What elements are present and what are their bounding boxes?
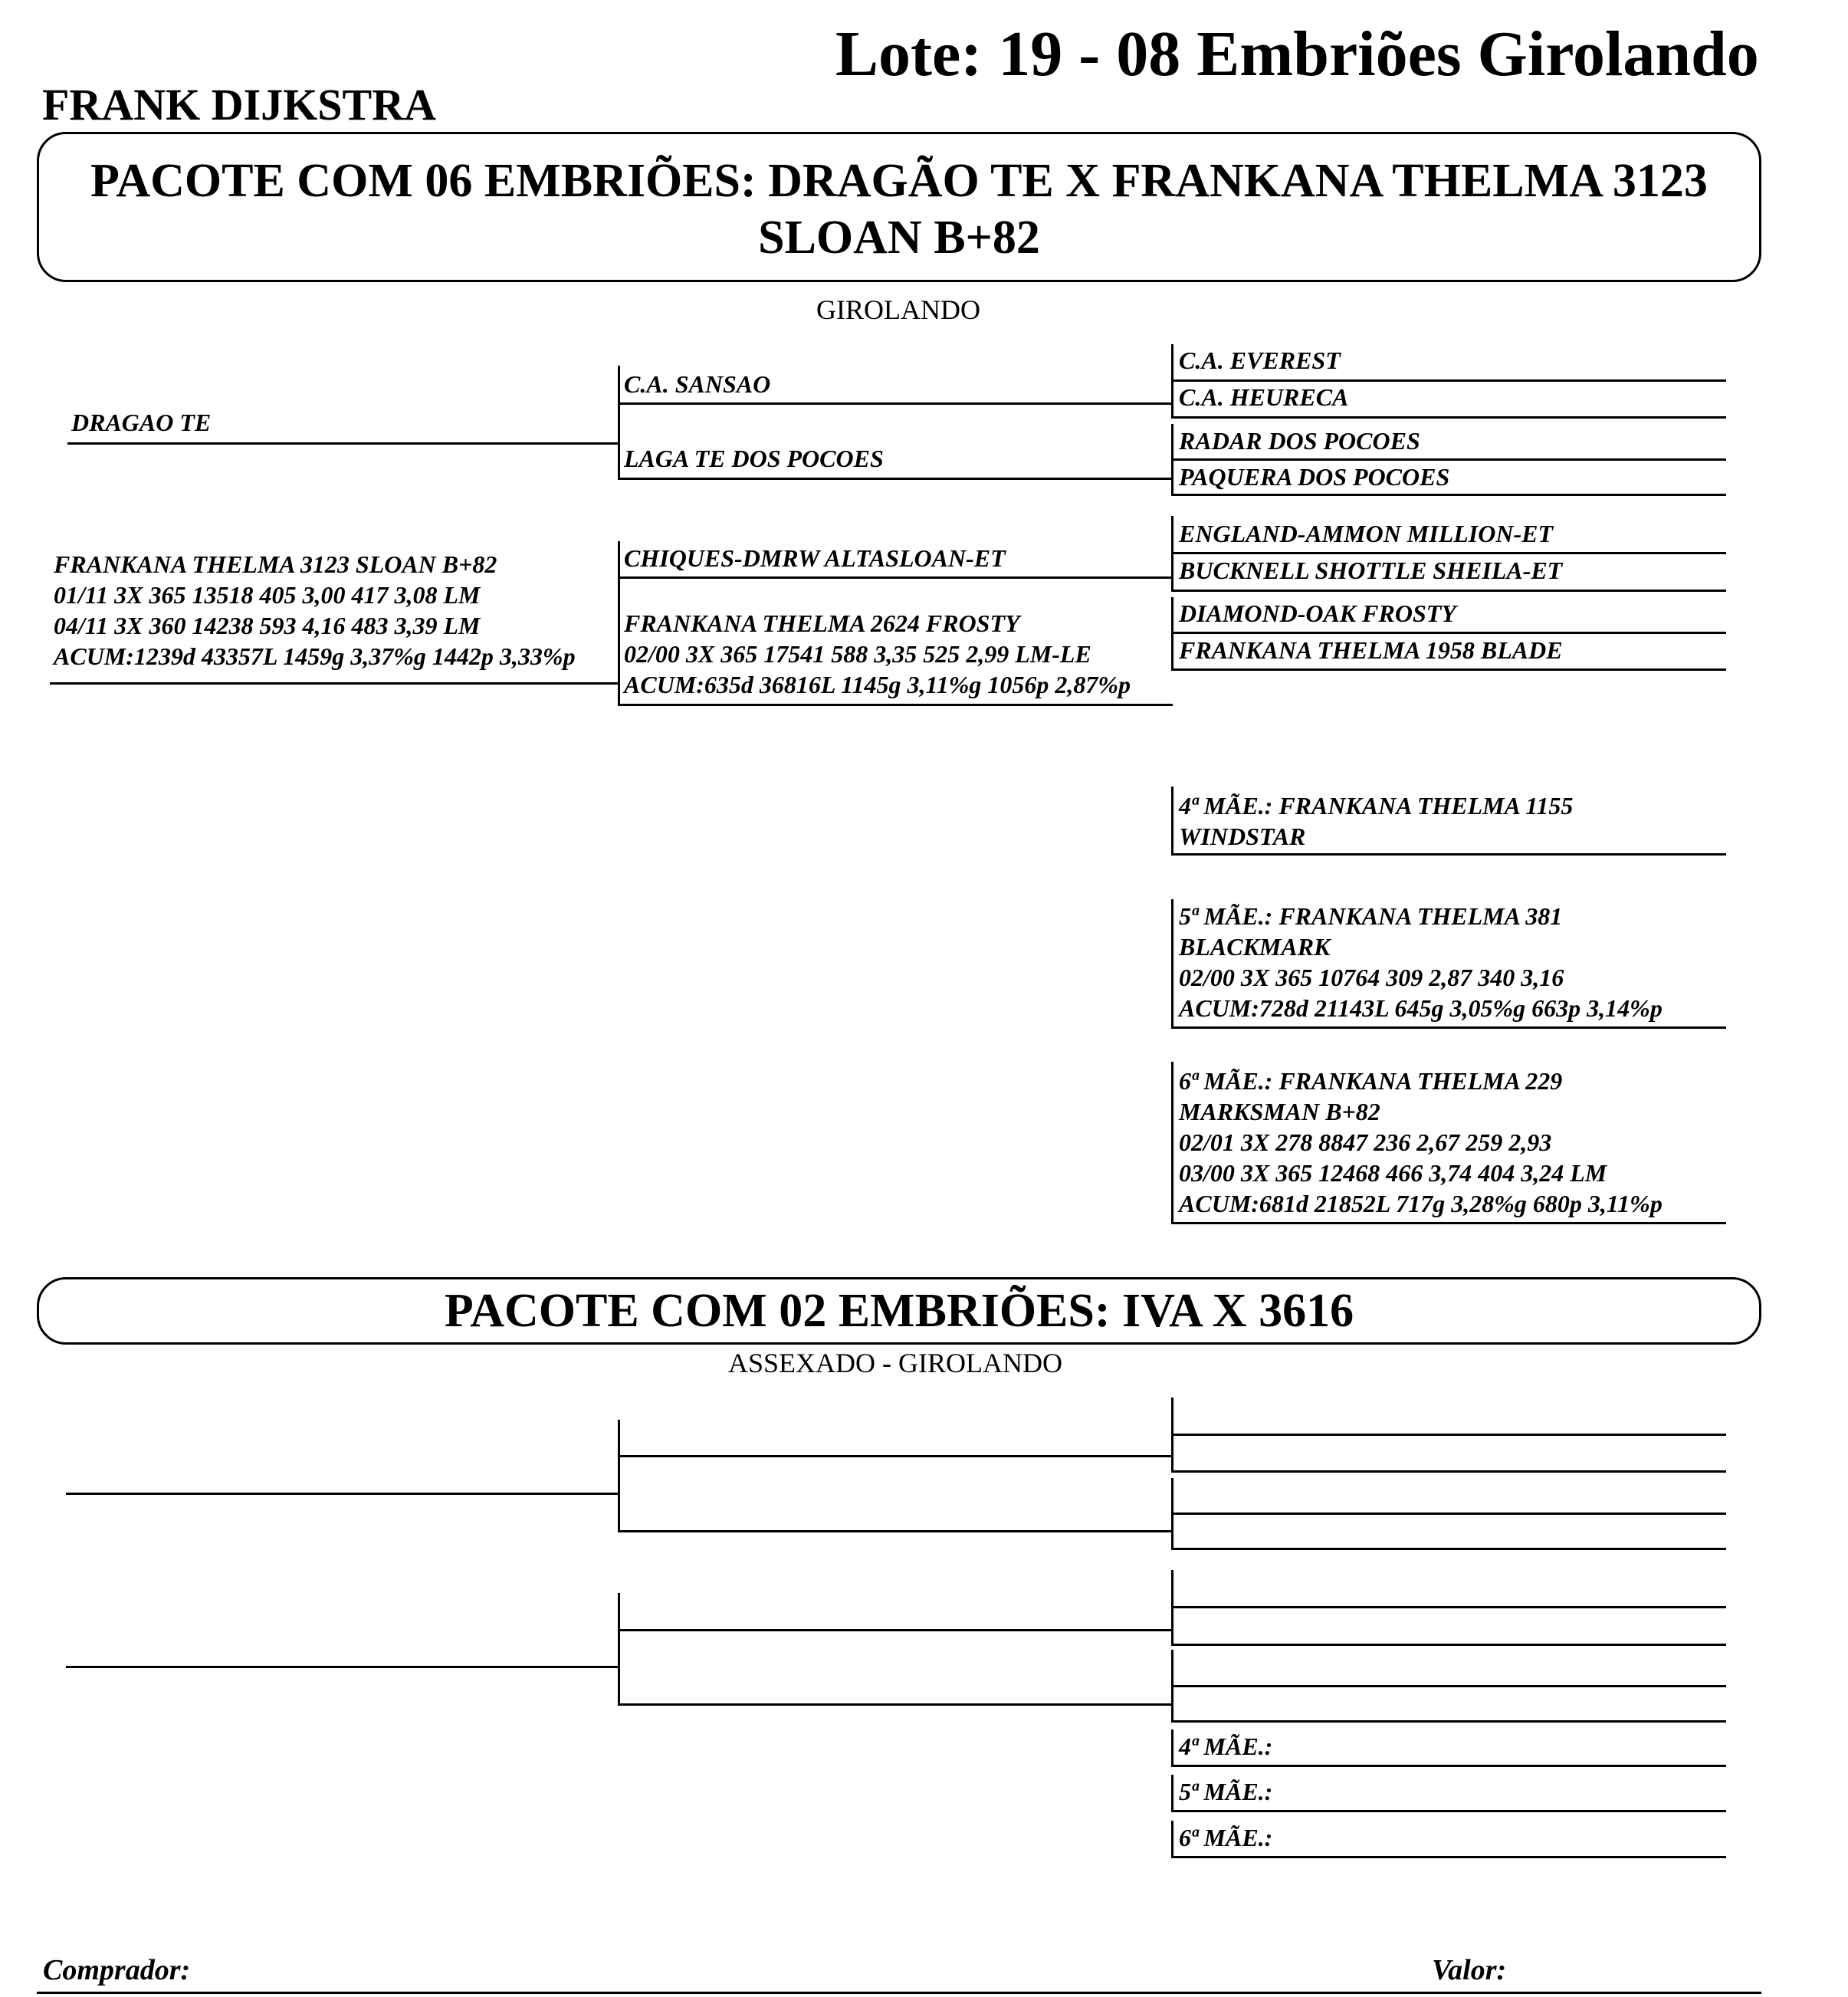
mae6-line xyxy=(1171,1222,1726,1224)
mae5-bracket xyxy=(1171,899,1173,1028)
dam-dam-record: 02/00 3X 365 17541 588 3,35 525 2,99 LM-LE xyxy=(624,640,1091,668)
sire-dam-name: LAGA TE DOS POCOES xyxy=(624,445,884,472)
mae5-line-3: 02/00 3X 365 10764 309 2,87 340 3,16 xyxy=(1179,964,1564,991)
ggp-7: DIAMOND-OAK FROSTY xyxy=(1179,599,1456,627)
value-label: Valor: xyxy=(1432,1954,1507,1986)
ggp-line-5 xyxy=(1171,552,1726,554)
ggp-3: RADAR DOS POCOES xyxy=(1179,427,1420,455)
ggp-line-2 xyxy=(1171,416,1726,419)
p2-sire-line xyxy=(66,1493,619,1495)
mae6-line-5: ACUM:681d 21852L 717g 3,28%g 680p 3,11%p xyxy=(1179,1190,1663,1217)
p2-sire-dam-line xyxy=(618,1530,1173,1532)
mae6-line-1: 6ª MÃE.: FRANKANA THELMA 229 xyxy=(1179,1067,1563,1095)
sire-name: DRAGAO TE xyxy=(71,409,212,436)
ggp-4: PAQUERA DOS POCOES xyxy=(1179,463,1450,491)
p2-ggp-line-1 xyxy=(1171,1434,1726,1436)
p2-dam-sire-line xyxy=(618,1629,1173,1631)
dam-dam-name: FRANKANA THELMA 2624 FROSTY xyxy=(624,609,1020,637)
mae4-line xyxy=(1171,853,1726,856)
dam-record-2: 04/11 3X 360 14238 593 4,16 483 3,39 LM xyxy=(54,612,481,639)
p2-mae4-line xyxy=(1171,1765,1726,1767)
ggp-2: C.A. HEURECA xyxy=(1179,383,1349,411)
p2-mae6-line xyxy=(1171,1856,1726,1858)
mae5-line-4: ACUM:728d 21143L 645g 3,05%g 663p 3,14%p xyxy=(1179,994,1663,1022)
mae4-line-2: WINDSTAR xyxy=(1179,823,1306,850)
p2-ggp-line-8 xyxy=(1171,1720,1726,1723)
package1-title: PACOTE COM 06 EMBRIÕES: DRAGÃO TE X FRANKANA THELMA 3123 SLOAN B+82 xyxy=(90,155,1708,264)
p2-ggp-line-3 xyxy=(1171,1513,1726,1515)
dam-dam-line xyxy=(618,704,1173,706)
sire-bracket xyxy=(618,366,620,479)
ggp-line-4 xyxy=(1171,494,1726,496)
package2-title-box xyxy=(37,1277,1761,1345)
dam-accumulated: ACUM:1239d 43357L 1459g 3,37%g 1442p 3,33%p xyxy=(54,642,576,670)
mae6-line-3: 02/01 3X 278 8847 236 2,67 259 2,93 xyxy=(1179,1128,1552,1156)
sire-sire-line xyxy=(618,402,1173,405)
package1-title-box xyxy=(37,132,1761,282)
mae5-line-2: BLACKMARK xyxy=(1179,933,1331,961)
p2-ggp-line-4 xyxy=(1171,1548,1726,1550)
dam-line xyxy=(50,682,619,685)
dam-sire-line xyxy=(618,576,1173,579)
mae5-line xyxy=(1171,1026,1726,1029)
p2-sire-bracket xyxy=(618,1420,620,1532)
p2-mae5-label: 5ª MÃE.: xyxy=(1179,1778,1273,1805)
mae6-line-4: 03/00 3X 365 12468 466 3,74 404 3,24 LM xyxy=(1179,1159,1607,1187)
mae4-bracket xyxy=(1171,787,1173,855)
dam-name: FRANKANA THELMA 3123 SLOAN B+82 xyxy=(54,550,497,578)
package1-breed: GIROLANDO xyxy=(816,294,980,325)
p2-mae4-bracket xyxy=(1171,1729,1173,1766)
buyer-label: Comprador: xyxy=(43,1954,191,1986)
ggp-line-3 xyxy=(1171,458,1726,461)
ggp-1: C.A. EVEREST xyxy=(1179,347,1341,374)
mae4-line-1: 4ª MÃE.: FRANKANA THELMA 1155 xyxy=(1179,792,1574,819)
p2-dam-dam-line xyxy=(618,1703,1173,1706)
dam-bracket xyxy=(618,541,620,705)
ggp-8: FRANKANA THELMA 1958 BLADE xyxy=(1179,636,1563,664)
sire-sire-name: C.A. SANSAO xyxy=(624,370,771,398)
p2-mae5-line xyxy=(1171,1810,1726,1812)
mae5-line-1: 5ª MÃE.: FRANKANA THELMA 381 xyxy=(1179,902,1563,930)
p2-dam-line xyxy=(66,1666,619,1668)
mae6-line-2: MARKSMAN B+82 xyxy=(1179,1098,1380,1125)
mae6-bracket xyxy=(1171,1062,1173,1223)
p2-dam-bracket xyxy=(618,1593,620,1705)
ggp-line-6 xyxy=(1171,590,1726,592)
ggp-6: BUCKNELL SHOTTLE SHEILA-ET xyxy=(1179,557,1563,584)
lot-title: Lote: 19 - 08 Embriões Girolando xyxy=(835,18,1759,90)
sire-dam-line xyxy=(618,478,1173,480)
p2-ggp-line-7 xyxy=(1171,1685,1726,1687)
footer-line xyxy=(37,1992,1761,1994)
dam-sire-name: CHIQUES-DMRW ALTASLOAN-ET xyxy=(624,544,1006,572)
p2-ggp-line-2 xyxy=(1171,1470,1726,1473)
ggp-5: ENGLAND-AMMON MILLION-ET xyxy=(1179,520,1554,547)
p2-sire-sire-line xyxy=(618,1455,1173,1457)
dam-record-1: 01/11 3X 365 13518 405 3,00 417 3,08 LM xyxy=(54,581,481,609)
ggp-line-7 xyxy=(1171,632,1726,634)
ggp-line-8 xyxy=(1171,668,1726,671)
p2-ggp-line-5 xyxy=(1171,1606,1726,1608)
package2-breed: ASSEXADO - GIROLANDO xyxy=(728,1348,1062,1378)
breeder-name: FRANK DIJKSTRA xyxy=(42,80,436,130)
dam-dam-accumulated: ACUM:635d 36816L 1145g 3,11%g 1056p 2,87%p xyxy=(624,671,1131,698)
p2-mae4-label: 4ª MÃE.: xyxy=(1179,1733,1273,1760)
p2-ggp-line-6 xyxy=(1171,1644,1726,1646)
p2-mae5-bracket xyxy=(1171,1775,1173,1811)
p2-mae6-bracket xyxy=(1171,1821,1173,1857)
p2-mae6-label: 6ª MÃE.: xyxy=(1179,1824,1273,1851)
sire-line xyxy=(67,442,619,445)
package2-title: PACOTE COM 02 EMBRIÕES: IVA X 3616 xyxy=(444,1285,1354,1337)
